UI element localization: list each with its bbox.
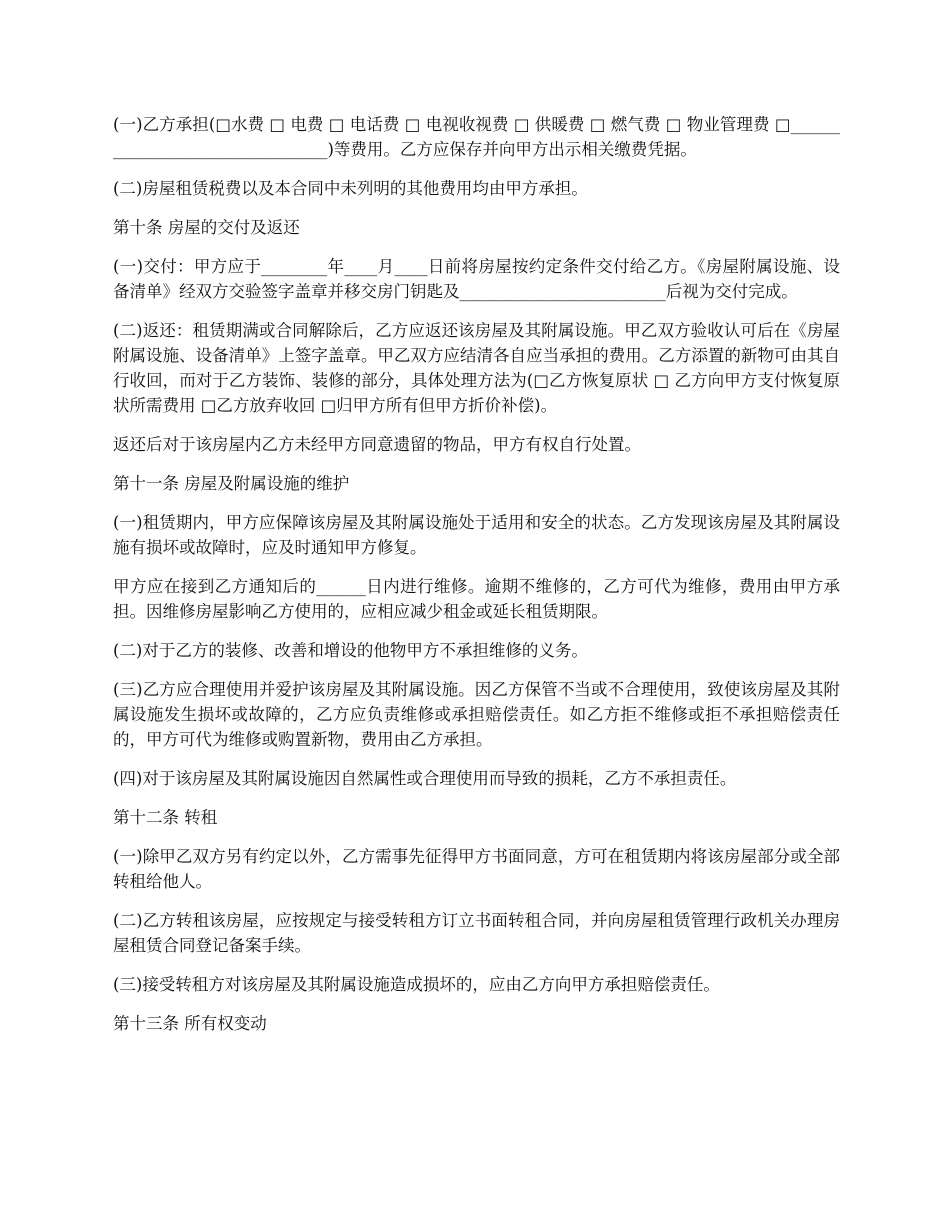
clause-10-return: (二)返还：租赁期满或合同解除后，乙方应返还该房屋及其附属设施。甲乙双方验收认可后在《房屋附属设施、设备清单》上签字盖章。甲乙双方应结清各自应当承担的费用。乙方添置的新物可由其自行收回，而对于乙方装饰、装修的部分，具体处理方法为(□乙方恢复原状 □ 乙方向甲方支付恢复原状所需费用 □乙方放弃收回 □归甲方所有但甲方折价补偿)。	[113, 321, 840, 415]
clause-11-maintenance: (一)租赁期内，甲方应保障该房屋及其附属设施处于适用和安全的状态。乙方发现该房屋及其附属设施有损坏或故障时，应及时通知甲方修复。	[113, 513, 840, 557]
document-page	[113, 112, 840, 1050]
article-10-heading: 第十条 房屋的交付及返还	[113, 218, 300, 237]
clause-12-sublessee-damage: (三)接受转租方对该房屋及其附属设施造成损坏的，应由乙方向甲方承担赔偿责任。	[113, 975, 720, 994]
clause-9-fees-landlord: (二)房屋租赁税费以及本合同中未列明的其他费用均由甲方承担。	[113, 179, 588, 198]
clause-10-delivery: (一)交付：甲方应于________年____月____日前将房屋按约定条件交付给乙方。《房屋附属设施、设备清单》经双方交验签字盖章并移交房门钥匙及_________________________后视为交付完成。	[113, 257, 840, 301]
article-13-heading: 第十三条 所有权变动	[113, 1014, 267, 1033]
clause-10-leftover-items: 返还后对于该房屋内乙方未经甲方同意遗留的物品，甲方有权自行处置。	[113, 435, 641, 454]
clause-11-tenant-care: (三)乙方应合理使用并爱护该房屋及其附属设施。因乙方保管不当或不合理使用，致使该房屋及其附属设施发生损坏或故障的，乙方应负责维修或承担赔偿责任。如乙方拒不维修或拒不承担赔偿责任的，甲方可代为维修或购置新物，费用由乙方承担。	[113, 680, 840, 749]
clause-11-natural-wear: (四)对于该房屋及其附属设施因自然属性或合理使用而导致的损耗，乙方不承担责任。	[113, 769, 737, 788]
article-11-heading: 第十一条 房屋及附属设施的维护	[113, 474, 350, 493]
clause-11-tenant-improvements: (二)对于乙方的装修、改善和增设的他物甲方不承担维修的义务。	[113, 641, 588, 660]
clause-12-sublease-contract: (二)乙方转租该房屋，应按规定与接受转租方订立书面转租合同，并向房屋租赁管理行政机关办理房屋租赁合同登记备案手续。	[113, 911, 840, 955]
clause-9-fees-tenant: (一)乙方承担(□水费 □ 电费 □ 电话费 □ 电视收视费 □ 供暖费 □ 燃气费 □ 物业管理费 □________________________________)等费用。乙方应保存并向甲方出示相关缴费凭据。	[113, 115, 840, 159]
clause-11-repair-deadline: 甲方应在接到乙方通知后的______日内进行维修。逾期不维修的，乙方可代为维修，费用由甲方承担。因维修房屋影响乙方使用的，应相应减少租金或延长租赁期限。	[113, 577, 840, 621]
clause-12-consent: (一)除甲乙双方另有约定以外，乙方需事先征得甲方书面同意，方可在租赁期内将该房屋部分或全部转租给他人。	[113, 847, 840, 891]
article-12-heading: 第十二条 转租	[113, 808, 218, 827]
